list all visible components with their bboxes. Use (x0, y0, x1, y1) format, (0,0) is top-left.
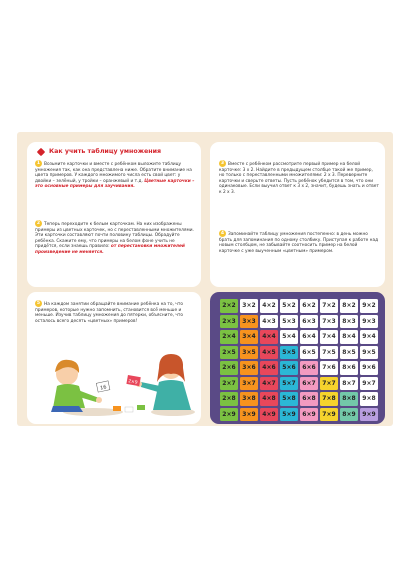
table-card: 6×8 (300, 392, 318, 406)
table-card: 4×7 (260, 377, 278, 391)
step-1 (35, 160, 195, 190)
table-card: 3×6 (240, 361, 258, 375)
step-text: Вместе с ребёнком рассмотрите первый пример на белой карточке: 3 x 2. Найдите в предыдущем столбце такой же пример, но только с переставленными множителями: 2 x 3. Переверните карточки и сверьте ответы. Пусть ребёнок убедится в том, что они одинаковые. Если выучил ответ к 3 x 2, значит, будешь знать и ответ к 2 x 3. (219, 162, 379, 195)
table-card: 3×3 (240, 315, 258, 329)
floor-card (125, 407, 133, 412)
step-text: На каждом занятии обращайте внимание ребёнка на то, что примеров, которые нужно запомнить, становится всё меньше и меньше. Изучив таблицу умножения до пятерки, объясните, что осталось всего десять «цветных» примеров! (35, 302, 184, 324)
table-card: 2×5 (220, 346, 238, 360)
table-card: 4×3 (260, 315, 278, 329)
step-text: Возьмите карточки и вместе с ребёнком выложите таблицу умножения так, как она представлена ниже. Обратите внимание на цвета примеров. У каждого множимого числа есть свой цвет: у двойки – зелёный, у тройки – оранжевый и т.д. (35, 162, 192, 184)
table-card: 6×6 (300, 361, 318, 375)
table-card: 4×6 (260, 361, 278, 375)
floor-card (113, 406, 121, 411)
step-number: 5 (36, 301, 41, 306)
table-card: 8×2 (340, 299, 358, 313)
table-card: 5×4 (280, 330, 298, 344)
table-card: 9×7 (360, 377, 378, 391)
girl-figure (136, 354, 191, 410)
table-card: 5×3 (280, 315, 298, 329)
table-card: 8×6 (340, 361, 358, 375)
step-3 (219, 160, 379, 196)
table-card: 2×6 (220, 361, 238, 375)
table-card: 3×4 (240, 330, 258, 344)
book-spread (17, 132, 393, 426)
table-card: 9×3 (360, 315, 378, 329)
table-card: 4×2 (260, 299, 278, 313)
table-card: 9×4 (360, 330, 378, 344)
table-card: 5×7 (280, 377, 298, 391)
page-title: Как учить таблицу умножения (49, 148, 162, 155)
table-card: 4×8 (260, 392, 278, 406)
table-card: 7×2 (320, 299, 338, 313)
table-card: 7×7 (320, 377, 338, 391)
multiplication-table-card (210, 292, 385, 424)
table-card: 8×9 (340, 408, 358, 422)
multiplication-grid (220, 299, 378, 421)
table-card: 5×8 (280, 392, 298, 406)
card-right (126, 375, 140, 386)
table-card: 2×7 (220, 377, 238, 391)
table-card: 6×3 (300, 315, 318, 329)
step-text: Теперь переходите к белым карточкам. На них изображены примеры из цветных карточек, но с переставленными множителями. Эти карточки составляют почти половину таблицы. Обрадуйте ребёнка. Скажите ему, что примеры на белом фоне учить не придётся, если знаешь правило: (35, 222, 194, 250)
table-card: 6×4 (300, 330, 318, 344)
table-card: 2×2 (220, 299, 238, 313)
table-card: 3×7 (240, 377, 258, 391)
table-card: 9×2 (360, 299, 378, 313)
table-card: 9×8 (360, 392, 378, 406)
floor-card (137, 405, 145, 410)
step-2 (35, 220, 195, 256)
table-card: 3×9 (240, 408, 258, 422)
step-number: 2 (36, 221, 41, 226)
table-card: 5×9 (280, 408, 298, 422)
table-card: 4×9 (260, 408, 278, 422)
table-card: 6×9 (300, 408, 318, 422)
table-card: 7×4 (320, 330, 338, 344)
step-4 (219, 230, 379, 254)
table-card: 8×4 (340, 330, 358, 344)
card-left (96, 381, 110, 392)
table-card: 4×5 (260, 346, 278, 360)
card-intro (27, 142, 201, 287)
card-children (27, 292, 201, 424)
table-card: 8×5 (340, 346, 358, 360)
table-card: 6×5 (300, 346, 318, 360)
table-card: 5×5 (280, 346, 298, 360)
table-card: 3×5 (240, 346, 258, 360)
table-card: 2×3 (220, 315, 238, 329)
table-card: 4×4 (260, 330, 278, 344)
card-steps (210, 142, 385, 287)
table-card: 7×9 (320, 408, 338, 422)
table-card: 2×9 (220, 408, 238, 422)
table-card: 8×3 (340, 315, 358, 329)
svg-text:16: 16 (99, 384, 108, 392)
table-card: 2×8 (220, 392, 238, 406)
table-card: 6×2 (300, 299, 318, 313)
step-highlight: от перестановки множителей произведение не меняется. (35, 244, 185, 255)
boy-figure (51, 360, 102, 412)
table-card: 9×5 (360, 346, 378, 360)
table-card: 7×3 (320, 315, 338, 329)
table-card: 3×2 (240, 299, 258, 313)
step-number: 3 (220, 161, 225, 166)
table-card: 7×6 (320, 361, 338, 375)
children-illustration (33, 346, 197, 420)
table-card: 9×6 (360, 361, 378, 375)
step-text: Запоминайте таблицу умножения постепенно: в день можно брать для запоминания по одному столбику. Приступая к работе над новым столбцом, не забывайте соотносить пример на белой карточке с уже выученным «цветным» примером. (219, 232, 379, 254)
svg-text:2×9: 2×9 (127, 379, 138, 386)
table-card: 3×8 (240, 392, 258, 406)
step-number: 1 (36, 161, 41, 166)
table-card: 7×8 (320, 392, 338, 406)
table-card: 9×9 (360, 408, 378, 422)
table-card: 8×7 (340, 377, 358, 391)
step-5 (35, 300, 195, 324)
step-number: 4 (220, 231, 225, 236)
table-card: 6×7 (300, 377, 318, 391)
table-card: 7×5 (320, 346, 338, 360)
table-card: 8×8 (340, 392, 358, 406)
step-highlight: Цветные карточки – это основные примеры для заучивания. (35, 178, 195, 190)
table-card: 5×6 (280, 361, 298, 375)
table-card: 2×4 (220, 330, 238, 344)
table-card: 5×2 (280, 299, 298, 313)
